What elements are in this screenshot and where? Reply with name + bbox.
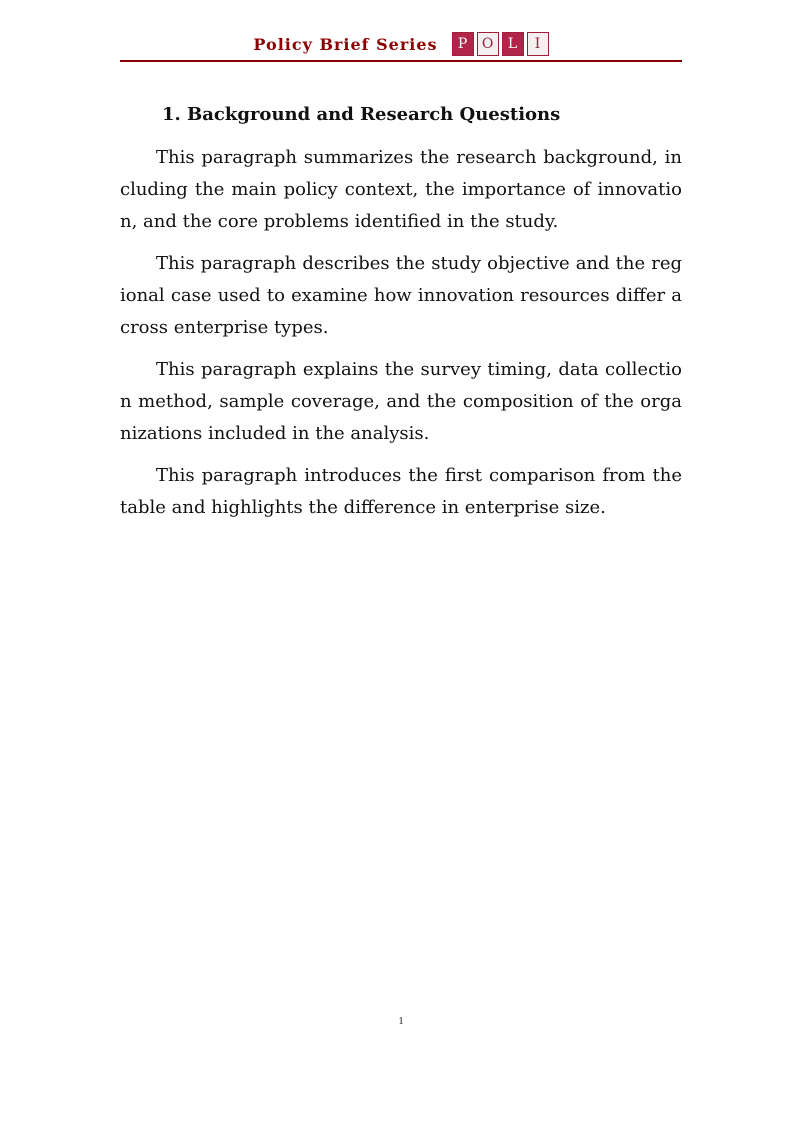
page-number: 1 [398,1016,404,1027]
paragraph-2: This paragraph describes the study objective and the regional case used to examine how innovation resources differ across enterprise types. [120,253,682,338]
header-box-3: L [502,32,524,56]
header-box-2: O [477,32,499,56]
page-header [120,32,682,56]
section-heading: 1. Background and Research Questions [162,104,561,125]
header-boxes [452,32,549,56]
header-rule [120,60,682,62]
header-title: Policy Brief Series [253,34,438,54]
header-box-1: P [452,32,474,56]
paragraph-1: This paragraph summarizes the research background, including the main policy context, the importance of innovation, and the core problems identified in the study. [120,147,682,232]
paragraph-3: This paragraph explains the survey timing, data collection method, sample coverage, and the composition of the organizations included in the analysis. [120,359,682,444]
header-box-4: I [527,32,549,56]
paragraph-4: This paragraph introduces the first comparison from the table and highlights the difference in enterprise size. [120,465,682,518]
page-content [120,100,682,534]
